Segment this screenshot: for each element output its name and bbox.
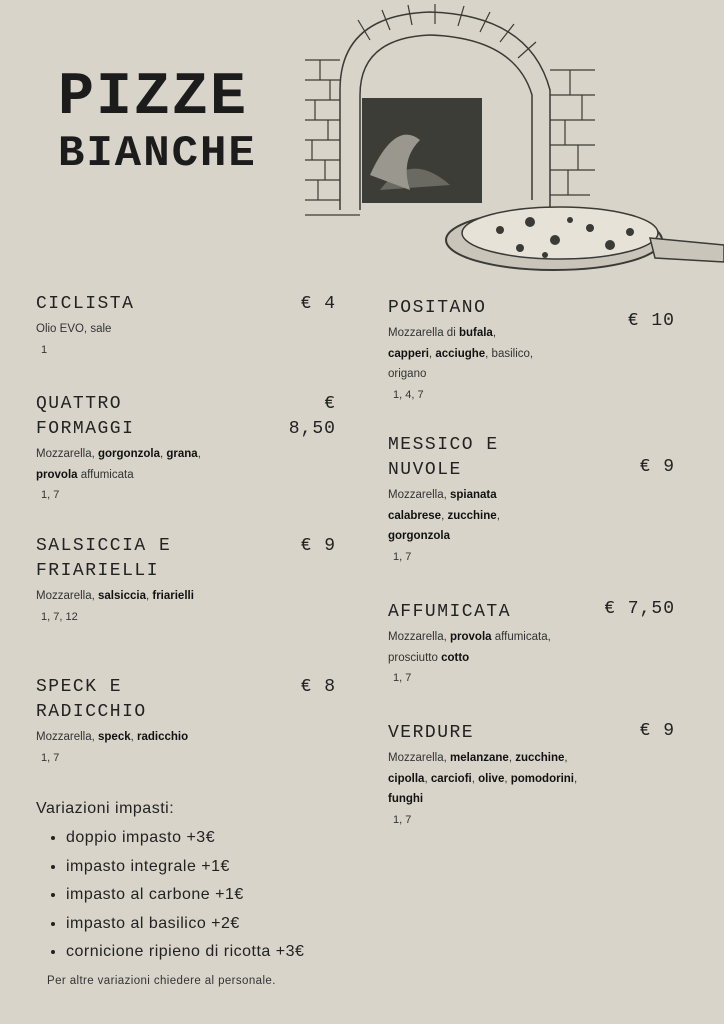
ingredient-text: , <box>492 327 497 339</box>
ingredient-text: , <box>508 752 516 764</box>
key-ingredient: pomodorini <box>510 772 574 785</box>
pizza-price: € 8,50 <box>288 394 336 439</box>
variation-item: • impasto al carbone +1€ <box>66 881 304 910</box>
ingredient-text: , basilico, origano <box>388 347 534 380</box>
key-ingredient: capperi <box>388 347 429 360</box>
pizza-ingredients <box>36 586 196 607</box>
ingredient-text: affumicata <box>77 468 134 481</box>
key-ingredient: cipolla <box>388 772 425 785</box>
ingredient-text: , <box>197 448 201 460</box>
pizza-ingredients <box>388 323 538 385</box>
allergens: 1, 7, 12 <box>41 610 78 623</box>
pizza-price: € 8 <box>300 677 336 697</box>
key-ingredient: salsiccia <box>98 590 146 602</box>
pizza-ingredients <box>36 319 236 340</box>
key-ingredient: carciofi <box>430 772 472 785</box>
key-ingredient: radicchio <box>137 731 189 743</box>
pizza-price: € 4 <box>300 294 336 314</box>
title-line-2: BIANCHE <box>58 129 257 179</box>
footer-note: Per altre variazioni chiedere al personale. <box>47 975 276 987</box>
ingredient-text: affumicata, prosciutto <box>388 631 551 664</box>
oven-pizza-illustration <box>300 0 724 290</box>
menu-item <box>388 433 628 567</box>
variation-item: • cornicione ripieno di ricotta +3€ <box>66 938 304 967</box>
title-line-1: PIZZE <box>58 64 249 132</box>
ingredient-text: , <box>130 731 137 743</box>
allergens: 1, 7 <box>41 751 60 764</box>
key-ingredient: gorgonzola <box>98 448 160 460</box>
pizza-price: € 9 <box>639 721 675 741</box>
pizza-ingredients <box>388 485 538 547</box>
key-ingredient: provola <box>450 631 492 643</box>
key-ingredient: funghi <box>388 793 424 805</box>
key-ingredient: zucchine <box>447 509 497 522</box>
pizza-ingredients <box>36 444 236 485</box>
key-ingredient: speck <box>98 731 131 743</box>
pizza-price: € 10 <box>627 311 675 331</box>
key-ingredient: cotto <box>441 651 470 664</box>
ingredient-text: , <box>564 752 568 764</box>
ingredient-text: Mozzarella, <box>388 489 450 501</box>
ingredient-text: , <box>428 347 436 360</box>
allergens: 1, 7 <box>41 489 60 501</box>
key-ingredient: friarielli <box>152 590 194 602</box>
pizza-price: € 9 <box>300 536 336 556</box>
allergens: 1, 7 <box>393 813 412 826</box>
ingredient-text: Mozzarella, <box>36 731 98 743</box>
ingredient-text: Mozzarella, <box>388 752 450 764</box>
pizza-ingredients <box>388 748 578 810</box>
ingredient-text: Mozzarella, <box>36 590 98 602</box>
pizza-name: SALSICCIA E FRIARIELLI <box>36 536 172 581</box>
ingredient-text: Mozzarella di <box>388 327 459 339</box>
key-ingredient: provola <box>36 468 78 481</box>
pizza-ingredients <box>388 627 588 668</box>
pizza-name: SPECK E RADICCHIO <box>36 677 147 722</box>
dough-variations <box>36 800 304 967</box>
allergens: 1, 4, 7 <box>393 388 424 401</box>
variation-item: • doppio impasto +3€ <box>66 824 304 853</box>
pizza-name: VERDURE <box>388 723 475 743</box>
variation-item: • impasto al basilico +2€ <box>66 910 304 939</box>
ingredient-text: Mozzarella, <box>388 631 450 643</box>
key-ingredient: melanzane <box>450 752 509 764</box>
key-ingredient: gorgonzola <box>388 530 450 542</box>
key-ingredient: acciughe <box>435 347 486 360</box>
ingredient-text: , <box>441 509 448 522</box>
pizza-name: AFFUMICATA <box>388 602 512 622</box>
ingredient-text: , <box>471 772 479 785</box>
ingredient-text: , <box>145 590 153 602</box>
ingredient-text: Olio EVO, sale <box>36 323 112 335</box>
pizza-name: POSITANO <box>388 298 487 318</box>
allergens: 1 <box>41 343 48 356</box>
ingredient-text: Mozzarella, <box>36 448 98 460</box>
key-ingredient: spianata calabrese <box>388 489 497 522</box>
ingredient-text: , <box>496 509 500 522</box>
ingredient-text: , <box>504 772 511 785</box>
key-ingredient: olive <box>478 772 505 785</box>
pizza-ingredients <box>36 727 246 748</box>
pizza-price: € 9 <box>639 457 675 477</box>
ingredient-text: , <box>159 448 167 460</box>
pizza-price: € 7,50 <box>604 599 675 619</box>
key-ingredient: grana <box>166 448 198 460</box>
variations-title: Variazioni impasti: <box>36 800 175 817</box>
pizza-name: QUATTRO FORMAGGI <box>36 394 135 439</box>
allergens: 1, 7 <box>393 672 412 684</box>
key-ingredient: zucchine <box>515 752 565 764</box>
variation-item: • impasto integrale +1€ <box>66 853 304 882</box>
allergens: 1, 7 <box>393 550 412 563</box>
ingredient-text: , <box>574 772 578 785</box>
ingredient-text: , <box>424 772 431 785</box>
key-ingredient: bufala <box>458 327 493 339</box>
pizza-name: CICLISTA <box>36 294 135 314</box>
pizza-name: MESSICO E NUVOLE <box>388 435 499 480</box>
